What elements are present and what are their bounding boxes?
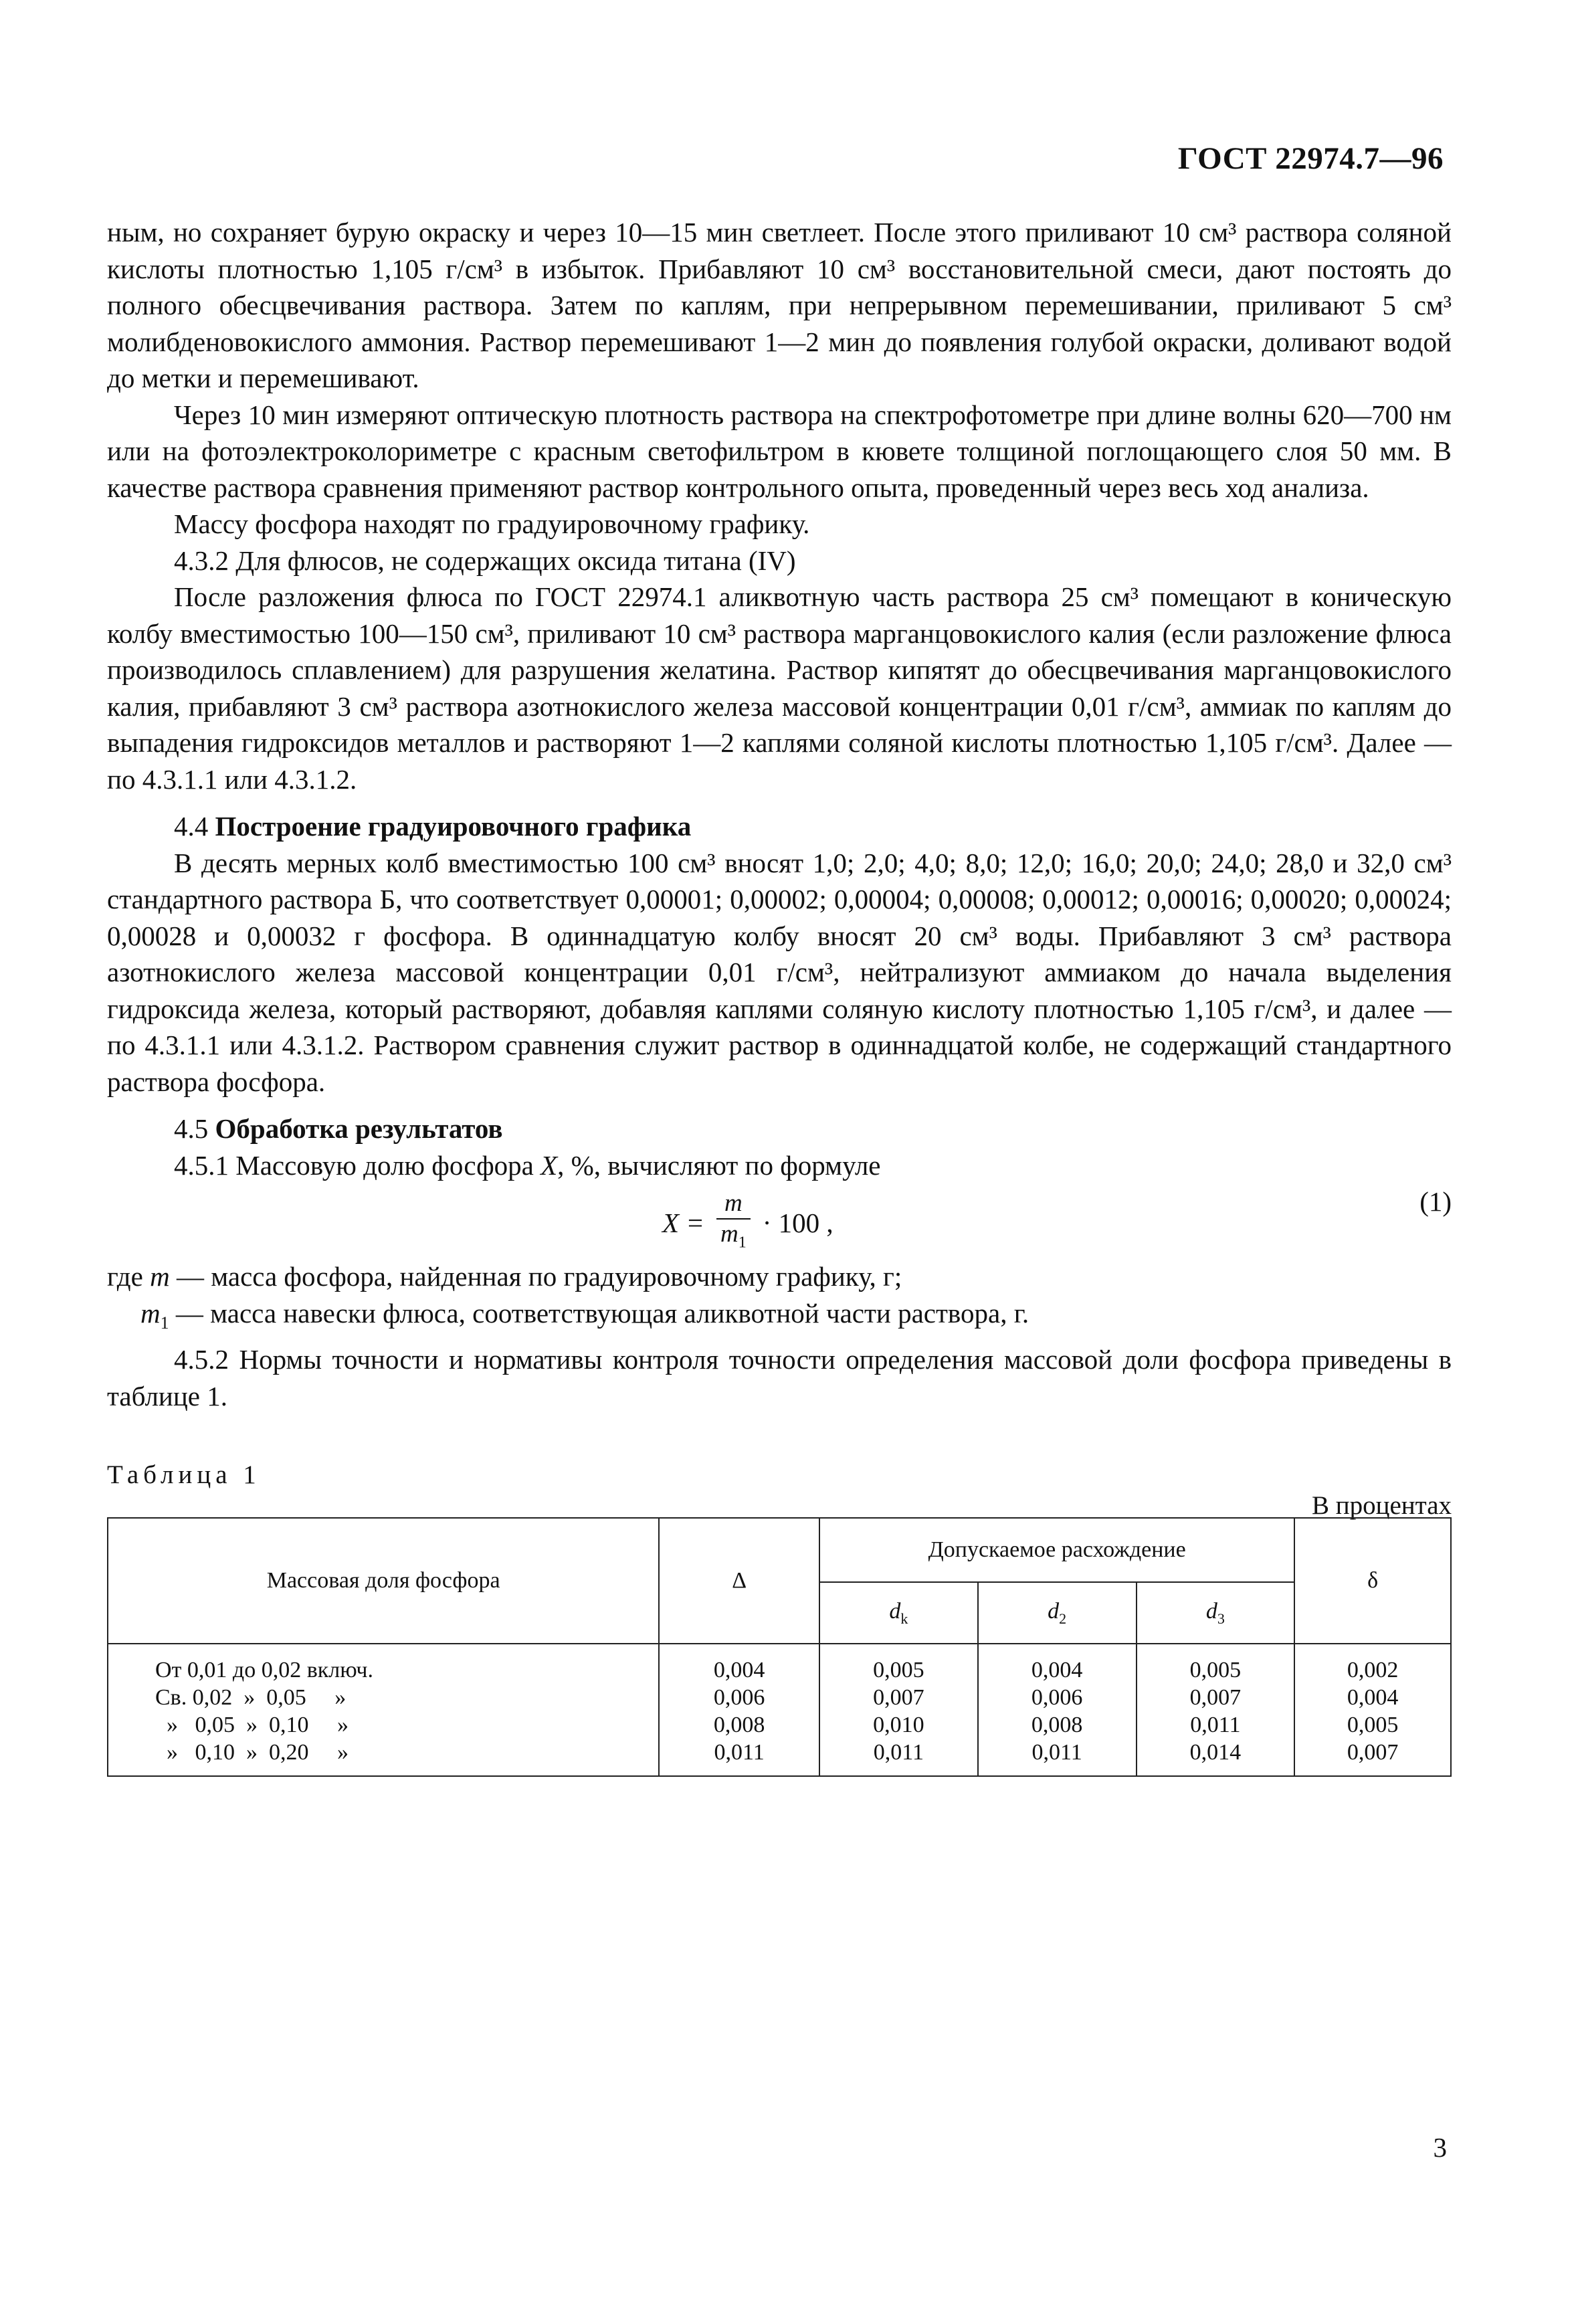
where-line-1 xyxy=(107,1258,1452,1295)
section-title: Обработка результатов xyxy=(215,1113,503,1144)
table-row xyxy=(108,1711,1451,1739)
section-heading-4-4 xyxy=(107,808,1452,845)
document-header: ГОСТ 22974.7—96 xyxy=(1177,141,1444,176)
cell-d2: 0,006 xyxy=(978,1684,1137,1711)
cell-d3: 0,005 xyxy=(1137,1644,1295,1684)
section-number: 4.5 xyxy=(174,1113,209,1144)
section-number: 4.4 xyxy=(174,811,209,842)
clause-text: 4.5.1 Массовую долю фосфора xyxy=(174,1149,541,1181)
where-text: — масса навески флюса, соответствующая аликвотной части раствора, г. xyxy=(169,1297,1029,1329)
formula-denominator xyxy=(720,1220,747,1257)
table-row xyxy=(108,1644,1451,1684)
cell-d3: 0,007 xyxy=(1137,1684,1295,1711)
section-heading-4-5 xyxy=(107,1110,1452,1147)
table-caption: Таблица 1 xyxy=(107,1460,261,1489)
where-text: — масса фосфора, найденная по градуировочному графику, г; xyxy=(169,1261,902,1292)
cell-delta: 0,006 xyxy=(659,1684,819,1711)
formula-lhs: X = xyxy=(662,1207,704,1238)
denominator-subscript: 1 xyxy=(738,1234,747,1252)
cell-small-delta: 0,005 xyxy=(1294,1711,1451,1739)
header-allowed-discrepancy: Допускаемое расхождение xyxy=(819,1518,1294,1582)
header-d-letter: d xyxy=(1048,1598,1060,1624)
cell-dk: 0,010 xyxy=(819,1711,978,1739)
where-subscript: 1 xyxy=(160,1313,169,1333)
formula-expression xyxy=(662,1189,833,1257)
paragraph-calibration: В десять мерных колб вместимостью 100 см³ вносят 1,0; 2,0; 4,0; 8,0; 12,0; 16,0; 20,0; 24,0; 28,0 и 32,0 см³ стандартного раствора Б, что соответствует 0,00001; 0,00002; 0,00004; 0,00008; 0,00012; 0,00016; 0,00020; 0,00024; 0,00028 и 0,00032 г фосфора. В одиннадцатую колбу вносят 20 см³ воды. Прибавляют 3 см³ раствора азотнокислого железа массовой концентрации 0,01 г/см³, нейтрализуют аммиаком до начала выделения гидроксида железа, который растворяют, добавляя каплями соляную кислоту плотностью 1,105 г/см³, и далее — по 4.3.1.1 или 4.3.1.2. Раствором сравнения служит раствор в одиннадцатой колбе, не содержащий стандартного раствора фосфора. xyxy=(107,847,1452,1097)
cell-range: От 0,01 до 0,02 включ. xyxy=(108,1644,659,1684)
cell-delta: 0,011 xyxy=(659,1739,819,1776)
cell-range: » 0,05 » 0,10 » xyxy=(108,1711,659,1739)
header-phosphorus-fraction: Массовая доля фосфора xyxy=(108,1518,659,1644)
clause-4-5-2: 4.5.2 Нормы точности и нормативы контроля точности определения массовой доли фосфора приведены в таблице 1. xyxy=(107,1344,1452,1412)
table-units: В процентах xyxy=(1311,1491,1452,1520)
cell-d2: 0,004 xyxy=(978,1644,1137,1684)
cell-small-delta: 0,002 xyxy=(1294,1644,1451,1684)
cell-range: » 0,10 » 0,20 » xyxy=(108,1739,659,1776)
where-prefix: где xyxy=(107,1261,151,1292)
paragraph-optical-density: Через 10 мин измеряют оптическую плотность раствора на спектрофотометре при длине волны 620—700 нм или на фотоэлектроколориметре с красным светофильтром в кювете толщиной поглощающего слоя 50 мм. В качестве раствора сравнения применяют раствор контрольного опыта, проведенный через весь ход анализа. xyxy=(107,399,1452,503)
cell-d3: 0,011 xyxy=(1137,1711,1295,1739)
formula-fraction xyxy=(716,1189,751,1257)
cell-small-delta: 0,004 xyxy=(1294,1684,1451,1711)
paragraph-continuation: ным, но сохраняет бурую окраску и через 10—15 мин светлеет. После этого приливают 10 см³ раствора соляной кислоты плотностью 1,105 г/см³ в избыток. Прибавляют 10 см³ восстановительной смеси, дают постоять до полного обесцвечивания раствора. Затем по каплям, при непрерывном перемешивании, приливают 5 см³ молибденовокислого аммония. Раствор перемешивают 1—2 мин до появления голубой окраски, доливают водой до метки и перемешивают. xyxy=(107,217,1452,393)
cell-delta: 0,008 xyxy=(659,1711,819,1739)
clause-text: , %, вычисляют по формуле xyxy=(557,1149,881,1181)
cell-dk: 0,005 xyxy=(819,1644,978,1684)
header-dk xyxy=(819,1582,978,1644)
cell-d3: 0,014 xyxy=(1137,1739,1295,1776)
header-d-index: 3 xyxy=(1217,1610,1225,1627)
paragraph-flux-decomposition: После разложения флюса по ГОСТ 22974.1 аликвотную часть раствора 25 см³ помещают в коническую колбу вместимостью 100—150 см³, приливают 10 см³ раствора марганцовокислого калия (если разложение флюса производилось сплавлением) для разрушения желатина. Раствор кипятят до обесцвечивания марганцовокислого калия, прибавляют 3 см³ раствора азотнокислого железа массовой концентрации 0,01 г/см³, аммиак по каплям до выпадения гидроксидов металлов и растворяют 1—2 каплями соляной кислоты плотностью 1,105 г/см³. Далее — по 4.3.1.1 или 4.3.1.2. xyxy=(107,581,1452,795)
formula-rhs: · 100 , xyxy=(762,1207,833,1238)
where-variable: m xyxy=(140,1297,161,1329)
where-line-2 xyxy=(107,1295,1452,1342)
cell-range: Св. 0,02 » 0,05 » xyxy=(108,1684,659,1711)
formula-numerator: m xyxy=(716,1189,751,1220)
denominator-var: m xyxy=(720,1220,739,1248)
cell-delta: 0,004 xyxy=(659,1644,819,1684)
paragraph-phosphorus-mass: Массу фосфора находят по градуировочному графику. xyxy=(174,508,810,539)
cell-d2: 0,011 xyxy=(978,1739,1137,1776)
formula-1 xyxy=(107,1183,1452,1258)
where-variable: m xyxy=(150,1261,170,1292)
tolerance-table xyxy=(107,1517,1452,1777)
cell-small-delta: 0,007 xyxy=(1294,1739,1451,1776)
header-d-letter: d xyxy=(889,1598,901,1624)
variable-x: X xyxy=(540,1149,558,1181)
header-d-letter: d xyxy=(1205,1598,1217,1624)
header-d2 xyxy=(978,1582,1137,1644)
header-d-index: 2 xyxy=(1059,1610,1067,1627)
cell-dk: 0,011 xyxy=(819,1739,978,1776)
section-title: Построение градуировочного графика xyxy=(215,811,692,842)
cell-dk: 0,007 xyxy=(819,1684,978,1711)
clause-4-5-1 xyxy=(107,1147,1452,1184)
header-d-index: k xyxy=(900,1610,908,1627)
table-row xyxy=(108,1684,1451,1711)
header-small-delta: δ xyxy=(1294,1518,1451,1644)
table-row xyxy=(108,1739,1451,1776)
page-number: 3 xyxy=(1433,2132,1447,2163)
header-d3 xyxy=(1137,1582,1295,1644)
document-body xyxy=(107,214,1452,1414)
cell-d2: 0,008 xyxy=(978,1711,1137,1739)
formula-number: (1) xyxy=(1419,1186,1452,1217)
header-delta: Δ xyxy=(659,1518,819,1644)
clause-4-3-2: 4.3.2 Для флюсов, не содержащих оксида титана (IV) xyxy=(174,545,796,576)
